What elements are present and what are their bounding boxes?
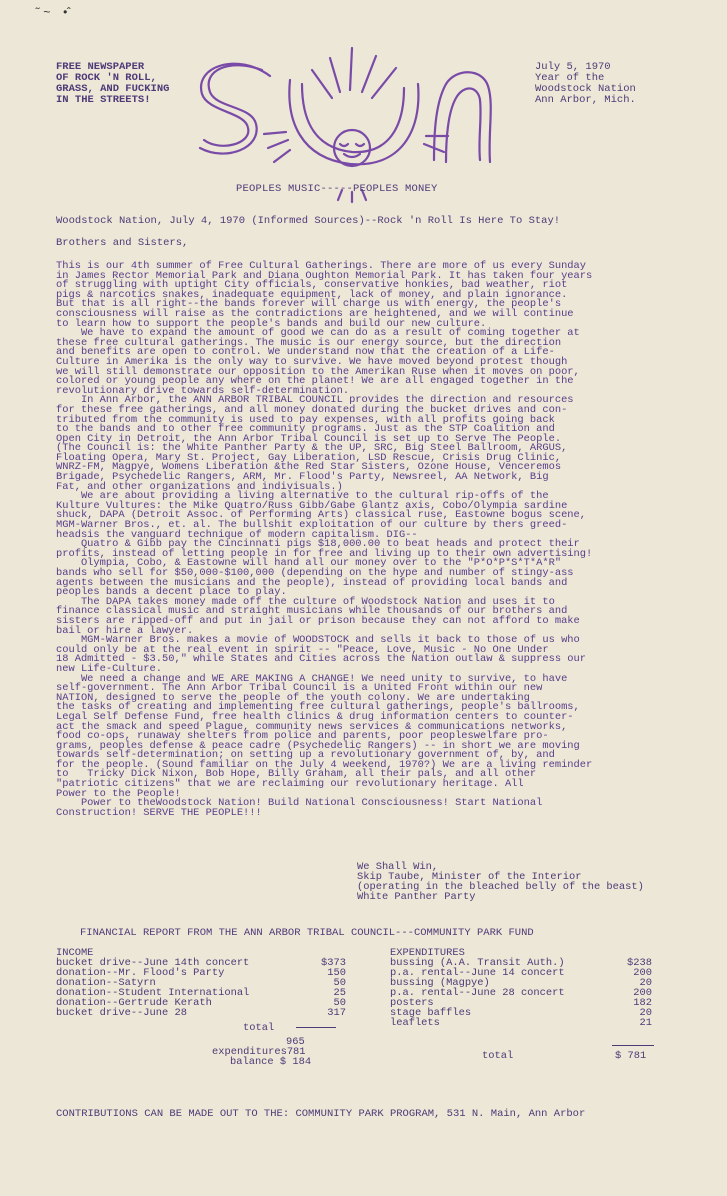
body-line: Kulture Vultures: the Mike Quatro/Russ Gibb/Gabe Glantz axis, Cobo/Olympia sardine (56, 499, 568, 512)
body-line: In Ann Arbor, the ANN ARBOR TRIBAL COUNCIL provides the direction and resources (56, 394, 574, 407)
body-line: we will still demonstrate our opposition to the Amerikan Ruse when it moves on poor, (56, 365, 580, 378)
expenditure-row-label: p.a. rental--June 14 concert (390, 967, 565, 979)
body-line: self-government. The Ann Arbor Tribal Council is a United Front within our new (56, 682, 543, 695)
body-line: Fat, and other organizations and indivisuals.) (56, 480, 343, 493)
expenditure-row (390, 1018, 652, 1028)
expenditure-row-label: posters (390, 997, 434, 1009)
body-line: finance classical music and straight musicians while thousands of our brothers and (56, 605, 568, 618)
body-line: We are about providing a living alternative to the cultural rip-offs of the (56, 490, 549, 503)
masthead-tagline: PEOPLES MUSIC-----PEOPLES MONEY (236, 183, 438, 195)
masthead-right-line: July 5, 1970 (535, 61, 611, 73)
body-line: "patriotic citizens" that we are reclaiming our revolutionary heritage. All (56, 778, 524, 791)
income-row-amount: 150 (327, 967, 346, 979)
contributions-note: CONTRIBUTIONS CAN BE MADE OUT TO THE: COMMUNITY PARK PROGRAM, 531 N. Main, Ann Arbor (56, 1108, 586, 1120)
body-line: food co-ops, runaway shelters from police and parents, poor peopleswelfare pro- (56, 730, 549, 743)
signoff-block (357, 862, 644, 902)
expenditures-rows (390, 958, 652, 1028)
expenditures-total-value: $ 781 (615, 1050, 647, 1062)
masthead-left-line: OF ROCK 'N ROLL, (56, 72, 157, 84)
expenditure-row-amount: 182 (633, 997, 652, 1009)
body-line: Floating Opera, Mary St. Project, Gay Liberation, LSD Rescue, Crisis Drug Clinic, (56, 451, 562, 464)
body-line: grams, peoples defense & peace cadre (Psychedelic Rangers) -- in short we are moving (56, 739, 587, 752)
body-line: bail or hire a lawyer. (56, 624, 194, 637)
body-line: Power to theWoodstock Nation! Build National Consciousness! Start National (56, 797, 543, 810)
body-line: Open City in Detroit, the Ann Arbor Tribal Council is set up to Serve The People. (56, 432, 562, 445)
masthead-left-line: FREE NEWSPAPER (56, 61, 145, 73)
masthead-right-line: Woodstock Nation (535, 83, 636, 95)
body-line: Legal Self Defense Fund, free health clinics & drug information centers to counter- (56, 710, 574, 723)
body-line: MGM-Warner Bros., et. al. The bullshit exploitation of our culture by thers greed- (56, 519, 568, 532)
masthead-left-line: GRASS, AND FUCKING (56, 83, 170, 95)
body-line: profits, instead of letting people in for free and living up to their own advertising! (56, 547, 593, 560)
body-line: tributed from the community is used to pay expenses, with all profits going back (56, 413, 555, 426)
article-body (56, 262, 696, 818)
body-line: act the smack and speed Plague, community news services & communications networks, (56, 720, 568, 733)
masthead-right-line: Ann Arbor, Mich. (535, 94, 636, 106)
body-line: But that is all right--the bands forever will charge us with energy, the people's (56, 298, 562, 311)
body-line: towards self-determination; on setting up a revolutionary government of, by, and (56, 749, 555, 762)
body-line: consciousness will raise as the contradictions are heightened, and we will continue (56, 307, 574, 320)
body-line: agents between the musicians and the people), instead of providing local bands and (56, 576, 568, 589)
masthead-left-line: IN THE STREETS! (56, 94, 151, 106)
expenditure-row-label: stage baffles (390, 1007, 472, 1019)
income-row-label: donation--Mr. Flood's Party (56, 967, 225, 979)
body-line: new Life-Culture. (56, 662, 163, 675)
expenditures-heading: EXPENDITURES (390, 947, 465, 959)
body-line: WNRZ-FM, Magpye, Womens Liberation &the Red Star Sisters, Ozone House, Venceremos (56, 461, 562, 474)
expenditures-column (390, 948, 652, 1028)
body-line: pigs & narcotics snakes, inadequate equipment, lack of money, and plain ignorance. (56, 288, 568, 301)
body-line: bands who sell for $50,000-$100,000 (depending on the hype and number of stingy-ass (56, 567, 574, 579)
body-line: colored or young people any where on the planet! We are all engaged together in the (56, 375, 574, 388)
body-line: The DAPA takes money made off the culture of Woodstock Nation and uses it to (56, 595, 555, 608)
signoff-line: White Panther Party (357, 891, 476, 903)
body-line: sisters are ripped-off and put in jail or prison because they can not afford to make (56, 614, 580, 627)
body-line: Construction! SERVE THE PEOPLE!!! (56, 806, 262, 819)
balance-line: balance $ 184 (230, 1056, 312, 1068)
body-line: We need a change and WE ARE MAKING A CHANGE! We need unity to survive, to have (56, 672, 568, 685)
expenditure-row-label: bussing (A.A. Transit Auth.) (390, 957, 565, 969)
body-line: Culture in Amerika is the only way to survive. We have moved beyond protest though (56, 355, 574, 368)
body-line: in James Rector Memorial Park and Diana Oughton Memorial Park. It has taken four years (56, 269, 593, 282)
income-total-value: 965 (286, 1036, 305, 1048)
body-line: shuck, DAPA (Detroit Assoc. of Performing Arts) classical ruse, Eastowne bogus scene, (56, 509, 587, 522)
income-row (56, 1008, 346, 1018)
expenditure-row-amount: 200 (633, 967, 652, 979)
body-line: peoples bands a decent place to play. (56, 586, 287, 599)
income-row-label: donation--Gertrude Kerath (56, 997, 212, 1009)
expenditure-row-amount: 200 (633, 987, 652, 999)
signoff-line: (operating in the bleached belly of the beast) (357, 881, 644, 893)
expenditure-row-amount: $238 (627, 957, 652, 969)
income-row-label: bucket drive--June 28 (56, 1007, 187, 1019)
signoff-line: Skip Taube, Minister of the Interior (357, 871, 582, 883)
financial-report-title: FINANCIAL REPORT FROM THE ANN ARBOR TRIBAL COUNCIL---COMMUNITY PARK FUND (80, 927, 534, 939)
income-row-amount: 50 (333, 997, 346, 1009)
income-row-label: donation--Student International (56, 987, 250, 999)
income-column (56, 948, 346, 1018)
signoff-line: We Shall Win, (357, 861, 439, 873)
body-line: This is our 4th summer of Free Cultural Gatherings. There are more of us every Sunday (56, 260, 587, 272)
body-line: to the bands and to other free community programs. Just as the STP Coalition and (56, 423, 555, 436)
body-line: NATION, designed to serve the people of the youth colony. We are undertaking (56, 691, 530, 704)
expenditure-row-label: leaflets (390, 1017, 440, 1029)
expenditures-sum-rule (612, 1045, 654, 1046)
body-line: 18 Admitted - $3.50," while States and Cities across the Nation outlaw & suppress our (56, 653, 587, 666)
body-line: Brigade, Psychedelic Rangers, ARM, Mr. Flood's Party, Newsreel, AA Network, Big (56, 471, 549, 484)
body-line: MGM-Warner Bros. makes a movie of WOODSTOCK and sells it back to those of us who (56, 634, 580, 647)
income-total-label: total (243, 1022, 275, 1034)
expenditure-row-label: bussing (Magpye) (390, 977, 490, 989)
income-row-amount: 25 (333, 987, 346, 999)
body-line: for the people. (Sound familiar on the July 4 weekend, 1970?) We are a living reminder (56, 758, 593, 771)
body-line: these free cultural gatherings. The music is our energy source, but the direction (56, 336, 562, 349)
income-row-amount: 317 (327, 1007, 346, 1019)
body-line: Power to the People! (56, 787, 181, 800)
masthead-left-blurb (56, 62, 169, 106)
body-line: could only be at the real event in spirit -- "Peace, Love, Music - No One Under (56, 643, 549, 656)
masthead-right-line: Year of the (535, 72, 605, 84)
body-line: Quatro & Gibb pay the Cincinnati pigs $18,000.00 to beat heads and protect their (56, 538, 580, 551)
expenditures-total-label: total (482, 1050, 514, 1062)
expenditure-row-amount: 20 (639, 977, 652, 989)
body-line: to learn how to support the people's bands and build our new culture. (56, 317, 487, 330)
income-rows (56, 958, 346, 1018)
income-row-amount: 50 (333, 977, 346, 989)
body-line: for these free gatherings, and all money donated during the bucket drives and con- (56, 403, 568, 416)
body-line: revolutionary drive towards self-determination. (56, 384, 350, 397)
income-expenditures-line: expenditures781 (212, 1046, 306, 1058)
body-line: Olympia, Cobo, & Eastowne will hand all our money over to the "P*O*P*S*T*A*R" (56, 557, 562, 570)
income-sum-rule (296, 1027, 336, 1028)
expenditure-row-amount: 20 (639, 1007, 652, 1019)
expenditure-row-amount: 21 (639, 1017, 652, 1029)
body-line: (The Council is: the White Panther Party & the UP, SRC, Big Steel Ballroom, ARGUS, (56, 442, 568, 455)
body-line: We have to expand the amount of good we can do as a result of coming together at (56, 327, 580, 340)
expenditure-row-label: p.a. rental--June 28 concert (390, 987, 565, 999)
income-row-amount: $373 (321, 957, 346, 969)
body-line: headsis the vanguard technique of modern capitalism. DIG-- (56, 528, 418, 541)
income-row-label: donation--Satyrn (56, 977, 156, 989)
body-line: of struggling with uptight City officials, conservative honkies, bad weather, riot (56, 279, 568, 292)
body-line: to Tricky Dick Nixon, Bob Hope, Billy Graham, all their pals, and all other (56, 768, 537, 781)
article-headline: Woodstock Nation, July 4, 1970 (Informed Sources)--Rock 'n Roll Is Here To Stay! (56, 215, 561, 227)
masthead-date-block (535, 62, 636, 106)
body-line: the tasks of creating and implementing free cultural gatherings, people's ballrooms, (56, 701, 580, 714)
body-line: and benefits are open to control. We understand now that the creation of a Life- (56, 346, 555, 359)
corner-mark: ˜~ •̂ (34, 6, 71, 20)
income-row-label: bucket drive--June 14th concert (56, 957, 250, 969)
income-heading: INCOME (56, 947, 94, 959)
article-greeting: Brothers and Sisters, (56, 237, 189, 249)
